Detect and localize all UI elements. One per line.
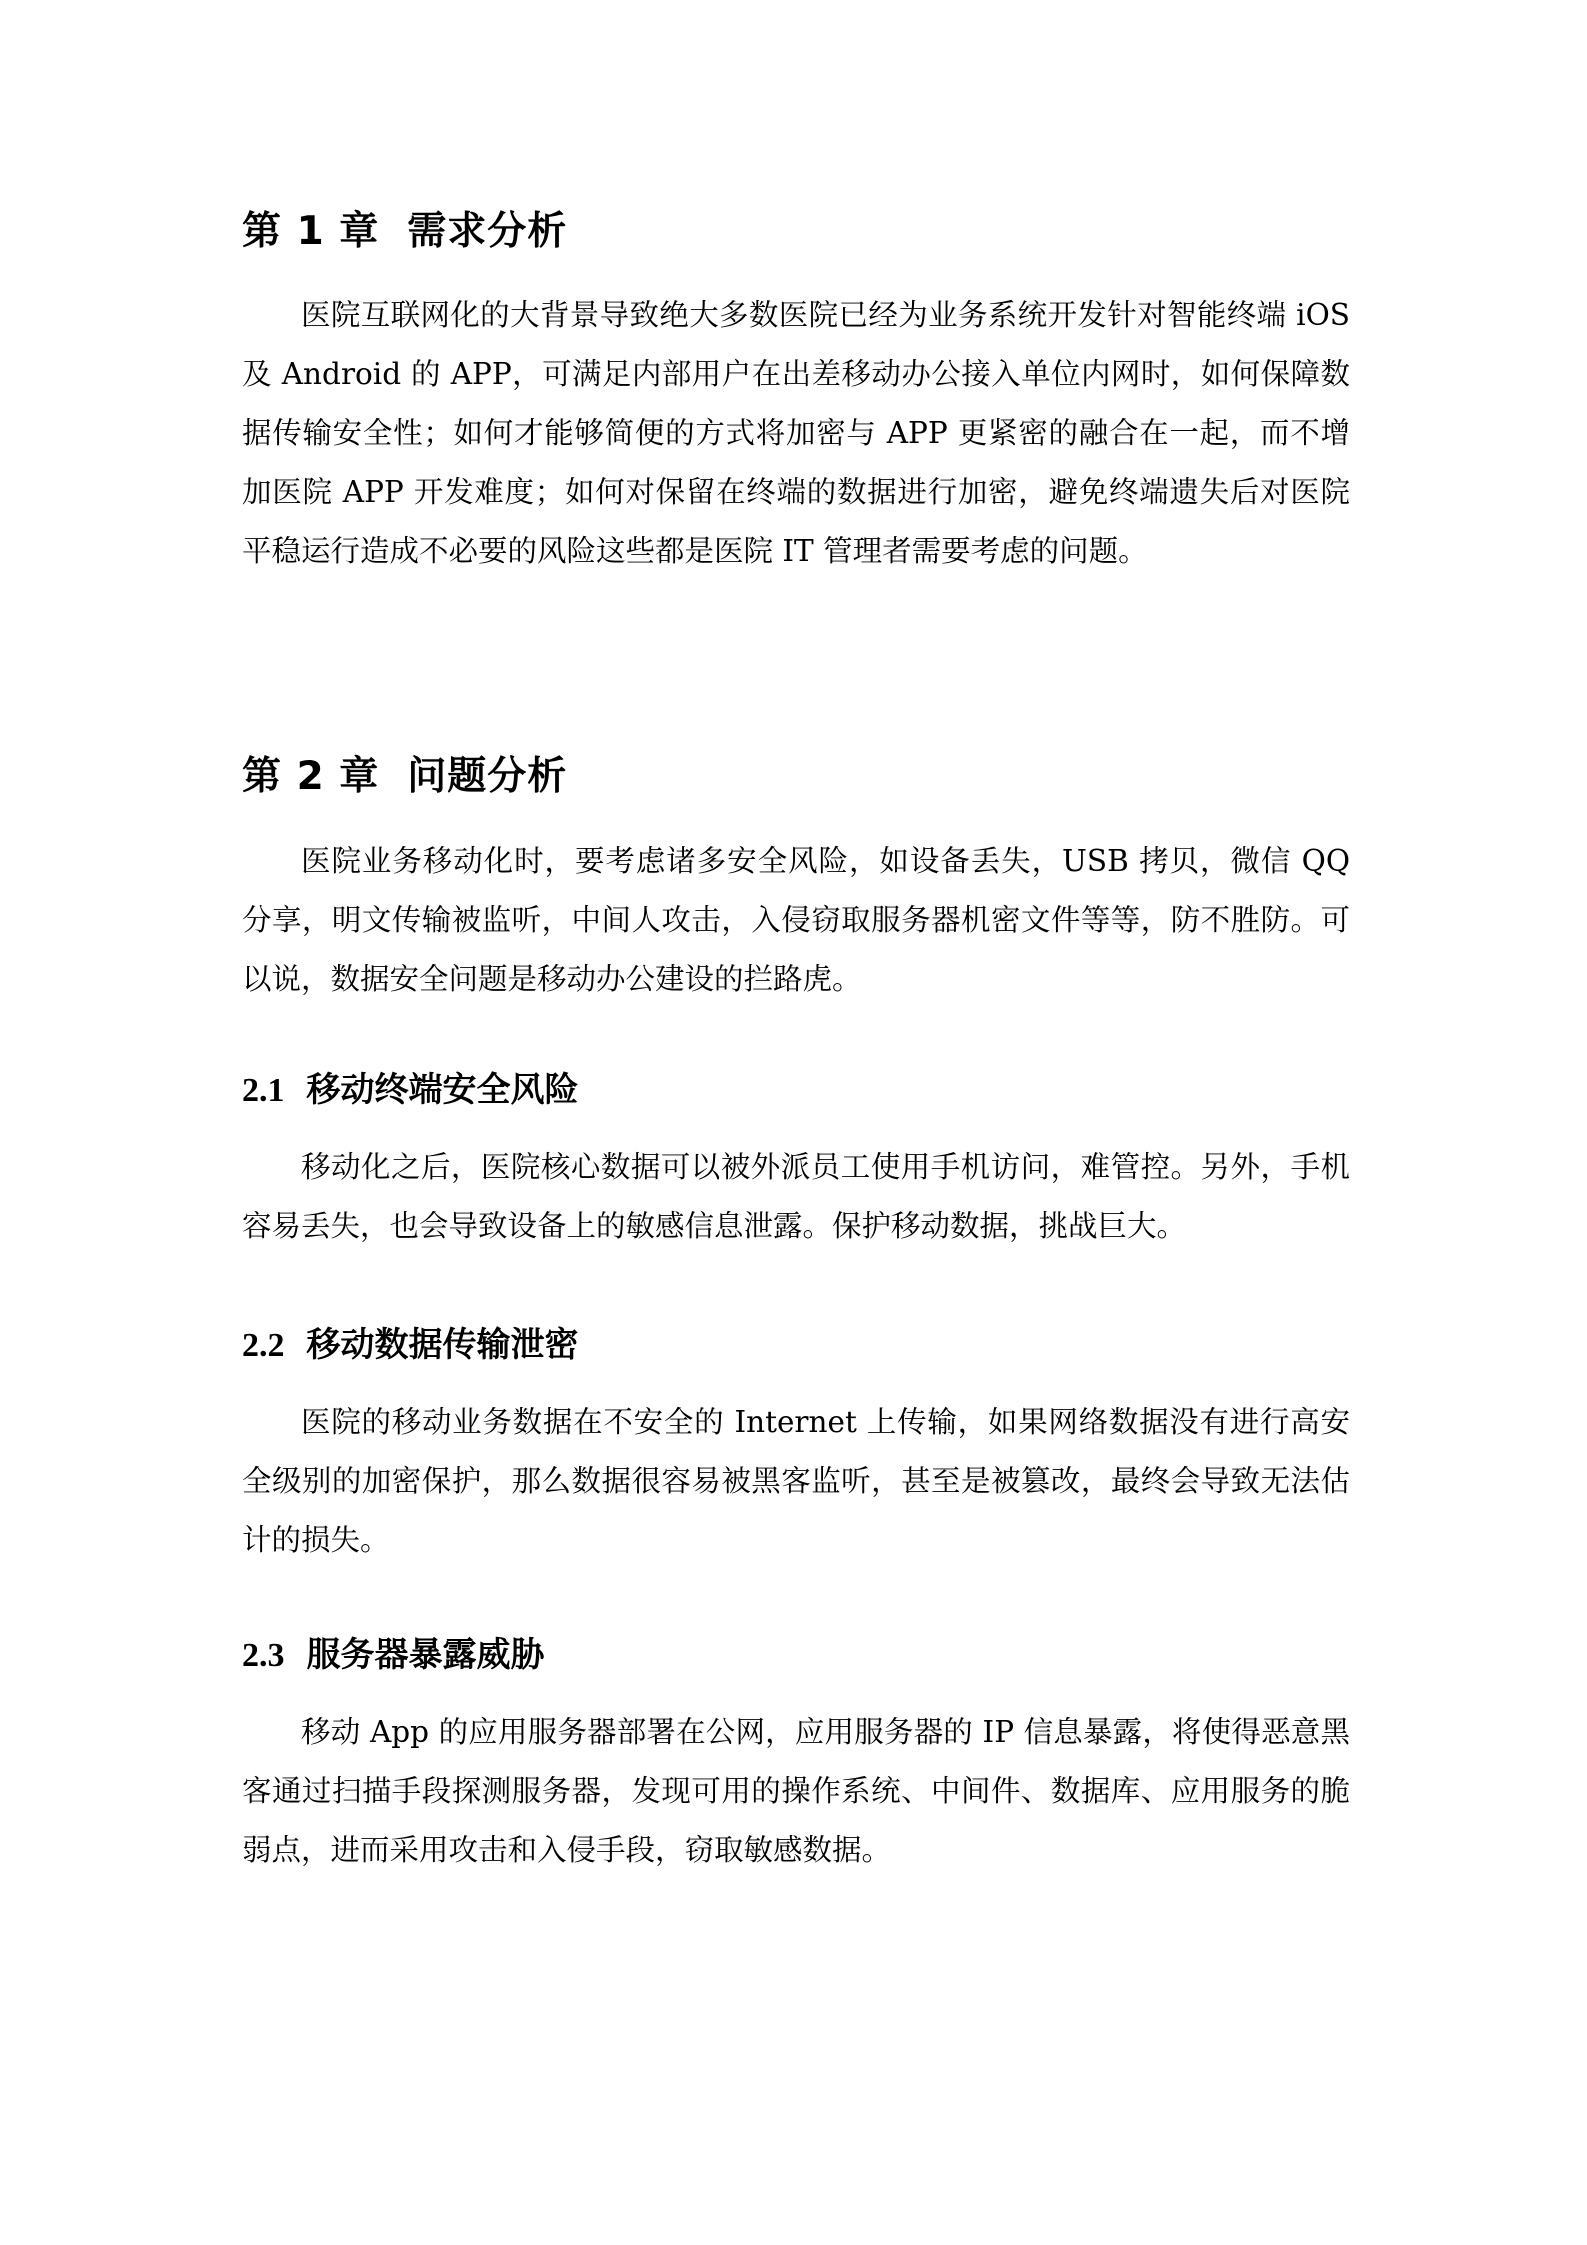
chapter-1-heading	[242, 208, 567, 256]
section-2-2-number: 2.2	[242, 1327, 285, 1364]
chapter-1-paragraph: 医院互联网化的大背景导致绝大多数医院已经为业务系统开发针对智能终端 iOS 及 Android 的 APP，可满足内部用户在出差移动办公接入单位内网时，如何保障数据传输安全性；如何才能够简便的方式将加密与 APP 更紧密的融合在一起，而不增加医院 APP 开发难度；如何对保留在终端的数据进行加密，避免终端遗失后对医院平稳运行造成不必要的风险这些都是医院 IT 管理者需要考虑的问题。	[242, 298, 1350, 568]
section-2-3-paragraph: 移动 App 的应用服务器部署在公网，应用服务器的 IP 信息暴露，将使得恶意黑客通过扫描手段探测服务器，发现可用的操作系统、中间件、数据库、应用服务的脆弱点，进而采用攻击和入侵手段，窃取敏感数据。	[242, 1715, 1350, 1867]
section-2-1-title: 移动终端安全风险	[306, 1070, 579, 1110]
section-2-2-heading	[242, 1323, 579, 1368]
chapter-2-heading	[242, 753, 567, 801]
section-2-3-title: 服务器暴露威胁	[306, 1635, 545, 1675]
section-2-1-number: 2.1	[242, 1072, 285, 1109]
chapter-2-number: 第 2 章	[242, 754, 380, 799]
section-2-1-heading	[242, 1068, 579, 1113]
section-2-2-title: 移动数据传输泄密	[306, 1325, 579, 1365]
section-2-1-paragraph: 移动化之后，医院核心数据可以被外派员工使用手机访问，难管控。另外，手机容易丢失，也会导致设备上的敏感信息泄露。保护移动数据，挑战巨大。	[242, 1150, 1350, 1243]
section-2-3-heading	[242, 1633, 545, 1678]
section-2-3-number: 2.3	[242, 1637, 285, 1674]
chapter-1-number: 第 1 章	[242, 209, 380, 254]
section-2-2-paragraph: 医院的移动业务数据在不安全的 Internet 上传输，如果网络数据没有进行高安全级别的加密保护，那么数据很容易被黑客监听，甚至是被篡改，最终会导致无法估计的损失。	[242, 1405, 1350, 1557]
chapter-1-title: 需求分析	[407, 209, 568, 254]
chapter-2-paragraph: 医院业务移动化时，要考虑诸多安全风险，如设备丢失，USB 拷贝，微信 QQ 分享，明文传输被监听，中间人攻击，入侵窃取服务器机密文件等等，防不胜防。可以说，数据安全问题是移动办公建设的拦路虎。	[242, 844, 1350, 996]
chapter-2-title: 问题分析	[407, 754, 568, 799]
